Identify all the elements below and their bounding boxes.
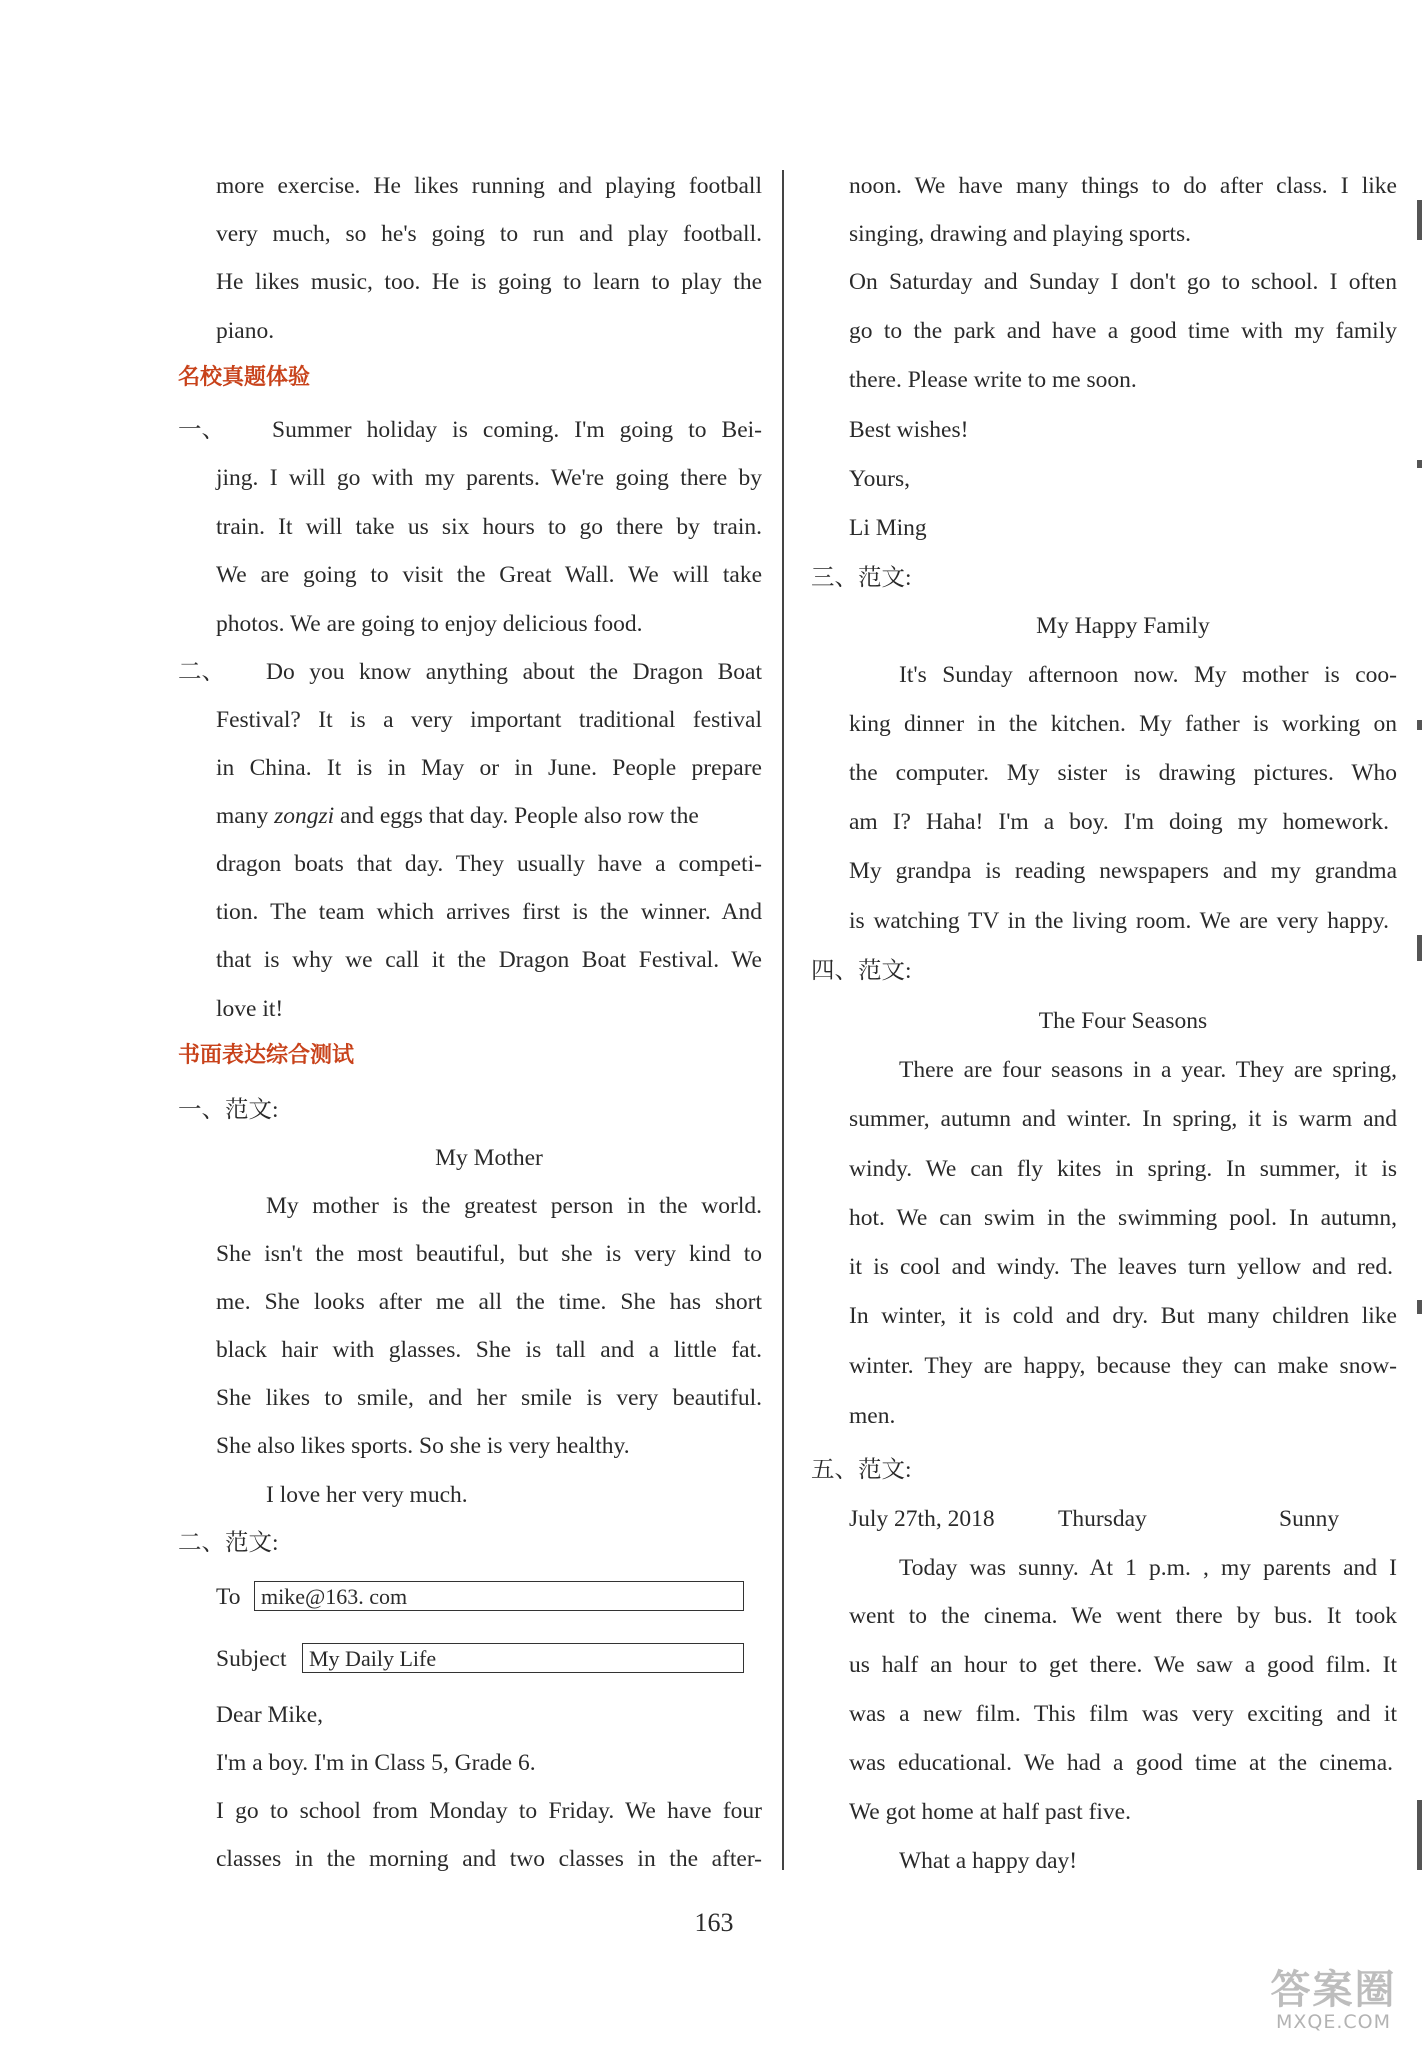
letter-line: Yours,: [849, 466, 910, 492]
essay-line: There are four seasons in a year. They are spring,: [899, 1057, 1397, 1083]
paragraph-line: train. It will take us six hours to go there by train.: [216, 514, 762, 540]
email-to-field: mike@163. com: [254, 1581, 744, 1611]
essay-title: My Mother: [435, 1145, 543, 1171]
page-number: 163: [694, 1908, 734, 1937]
letter-line: Best wishes!: [849, 417, 969, 443]
essay-line: hot. We can swim in the swimming pool. In autumn,: [849, 1205, 1397, 1231]
letter-line: I go to school from Monday to Friday. We have four: [216, 1798, 762, 1824]
essay-title: The Four Seasons: [1038, 1008, 1208, 1034]
essay-line: She isn't the most beautiful, but she is very kind to: [216, 1241, 762, 1267]
email-subject-label: Subject: [216, 1646, 287, 1672]
letter-line: I'm a boy. I'm in Class 5, Grade 6.: [216, 1750, 536, 1776]
essay-line: My grandpa is reading newspapers and my grandma: [849, 858, 1397, 884]
paragraph-line: dragon boats that day. They usually have a competi-: [216, 851, 762, 877]
paragraph-line: love it!: [216, 996, 284, 1022]
paragraph-line-mixed: [216, 800, 762, 832]
edge-mark: [1417, 1800, 1422, 1870]
edge-mark: [1417, 935, 1422, 961]
item-label: 三、范文:: [811, 565, 912, 591]
item-marker: 二、: [178, 659, 225, 685]
essay-line: It's Sunday afternoon now. My mother is coo-: [899, 662, 1397, 688]
edge-mark: [1417, 1300, 1422, 1314]
letter-line: Li Ming: [849, 515, 927, 541]
paragraph-line: in China. It is in May or in June. People prepare: [216, 755, 762, 781]
letter-line: classes in the morning and two classes in the after-: [216, 1846, 762, 1872]
letter-line: noon. We have many things to do after class. I like: [849, 173, 1397, 199]
diary-line: What a happy day!: [899, 1848, 1078, 1874]
paragraph-line: We are going to visit the Great Wall. We will take: [216, 562, 762, 588]
word: many: [216, 803, 269, 829]
essay-line: She also likes sports. So she is very healthy.: [216, 1433, 630, 1459]
essay-line: me. She looks after me all the time. She has short: [216, 1289, 762, 1315]
essay-line: She likes to smile, and her smile is very beautiful.: [216, 1385, 762, 1411]
letter-line: On Saturday and Sunday I don't go to school. I often: [849, 269, 1397, 295]
item-label: 一、范文:: [178, 1097, 279, 1123]
essay-line: am I? Haha! I'm a boy. I'm doing my homework.: [849, 809, 1389, 835]
diary-line: was a new film. This film was very exciting and it: [849, 1701, 1397, 1727]
intro-line: more exercise. He likes running and playing football: [216, 173, 762, 199]
watermark-logo: [1251, 1969, 1416, 2039]
essay-line: winter. They are happy, because they can make snow-: [849, 1353, 1397, 1379]
essay-line: is watching TV in the living room. We are very happy.: [849, 908, 1389, 934]
intro-line: very much, so he's going to run and play football.: [216, 221, 762, 247]
letter-line: singing, drawing and playing sports.: [849, 221, 1192, 247]
word: and eggs that day. People also row the: [340, 803, 699, 829]
section-heading-writing: 书面表达综合测试: [178, 1043, 355, 1068]
essay-line: My mother is the greatest person in the world.: [266, 1193, 762, 1219]
diary-line: Today was sunny. At 1 p.m. , my parents and I: [899, 1555, 1397, 1581]
email-subject-field: My Daily Life: [302, 1643, 744, 1673]
paragraph-line: tion. The team which arrives first is the winner. And: [216, 899, 762, 925]
item-marker: 一、: [178, 417, 225, 443]
diary-line: was educational. We had a good time at the cinema.: [849, 1750, 1393, 1776]
essay-line: the computer. My sister is drawing pictures. Who: [849, 760, 1397, 786]
essay-line: men.: [849, 1403, 896, 1429]
item-label: 四、范文:: [811, 958, 912, 984]
letter-line: go to the park and have a good time with my family: [849, 318, 1397, 344]
section-heading-exam: 名校真题体验: [178, 365, 311, 390]
letter-line: there. Please write to me soon.: [849, 367, 1137, 393]
paragraph-line: photos. We are going to enjoy delicious food.: [216, 611, 643, 637]
paragraph-line: jing. I will go with my parents. We're going there by: [216, 465, 762, 491]
intro-line: He likes music, too. He is going to learn to play the: [216, 269, 762, 295]
intro-line: piano.: [216, 318, 275, 344]
essay-line: black hair with glasses. She is tall and a little fat.: [216, 1337, 762, 1363]
essay-line: windy. We can fly kites in spring. In summer, it is: [849, 1156, 1397, 1182]
item-label: 二、范文:: [178, 1530, 279, 1556]
diary-date: July 27th, 2018: [849, 1506, 995, 1532]
italic-word: zongzi: [274, 803, 335, 829]
email-to-label: To: [216, 1584, 241, 1610]
paragraph-line: Festival? It is a very important traditional festival: [216, 707, 762, 733]
diary-day: Thursday: [1058, 1506, 1147, 1532]
paragraph-line: that is why we call it the Dragon Boat Festival. We: [216, 947, 762, 973]
essay-line: it is cool and windy. The leaves turn yellow and red.: [849, 1254, 1393, 1280]
edge-mark: [1417, 720, 1422, 730]
diary-weather: Sunny: [1279, 1506, 1340, 1532]
watermark-site-text: MXQE.COM: [1275, 2011, 1392, 2033]
essay-line: I love her very much.: [266, 1482, 468, 1508]
essay-line: king dinner in the kitchen. My father is working on: [849, 711, 1397, 737]
paragraph-line: Do you know anything about the Dragon Boat: [266, 659, 762, 685]
diary-line: We got home at half past five.: [849, 1799, 1131, 1825]
edge-mark: [1417, 200, 1422, 240]
watermark-logo-text: 答案圈: [1270, 1967, 1397, 2013]
diary-line: went to the cinema. We went there by bus. It took: [849, 1603, 1397, 1629]
paragraph-line: Summer holiday is coming. I'm going to Bei-: [272, 417, 762, 443]
essay-title: My Happy Family: [1036, 613, 1210, 639]
item-label: 五、范文:: [811, 1457, 912, 1483]
essay-line: summer, autumn and winter. In spring, it is warm and: [849, 1106, 1397, 1132]
edge-mark: [1417, 460, 1422, 468]
column-divider: [782, 170, 784, 1870]
essay-line: In winter, it is cold and dry. But many children like: [849, 1303, 1397, 1329]
letter-line: Dear Mike,: [216, 1702, 324, 1728]
diary-line: us half an hour to get there. We saw a good film. It: [849, 1652, 1397, 1678]
